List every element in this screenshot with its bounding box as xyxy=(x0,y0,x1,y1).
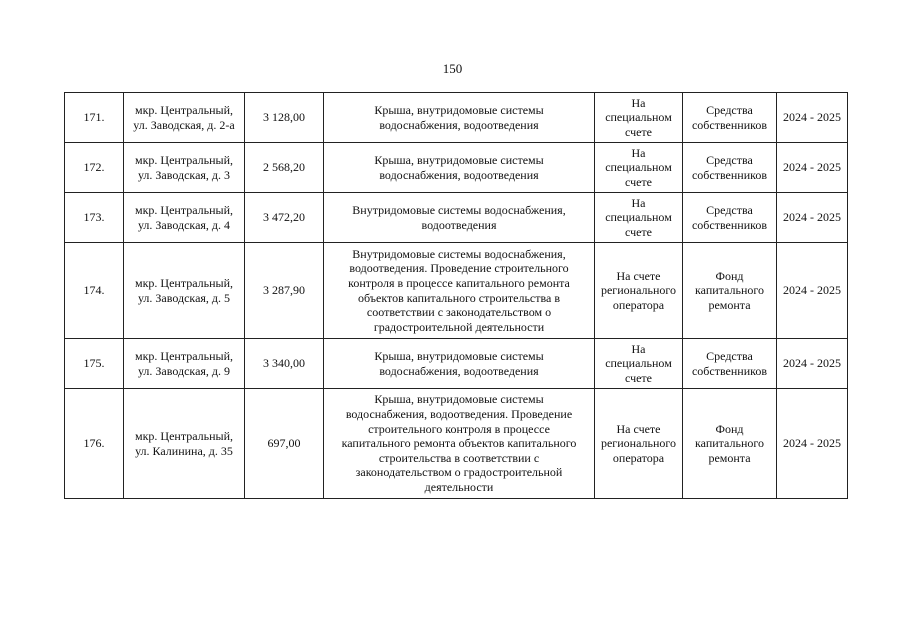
work-line: Крыша, внутридомовые системы xyxy=(374,392,544,407)
source-line: собственников xyxy=(691,217,768,232)
account-cell xyxy=(595,143,683,193)
account-line: специальном xyxy=(605,160,672,175)
source-line: Фонд xyxy=(715,421,744,436)
address-line: ул. Заводская, д. 3 xyxy=(137,167,231,182)
table-row xyxy=(65,243,848,339)
period-cell: 2024 - 2025 xyxy=(777,143,848,193)
account-line: На xyxy=(631,95,646,110)
period-cell: 2024 - 2025 xyxy=(777,243,848,339)
period-cell: 2024 - 2025 xyxy=(777,193,848,243)
address-cell xyxy=(124,193,245,243)
source-line: собственников xyxy=(691,117,768,132)
table-body xyxy=(65,93,848,499)
source-line: Средства xyxy=(706,102,753,117)
work-description-cell xyxy=(324,339,595,389)
work-line: контроля в процессе капитального ремонта xyxy=(348,275,570,290)
address-cell xyxy=(124,339,245,389)
funding-source-cell xyxy=(683,389,777,499)
account-line: На xyxy=(631,145,646,160)
area-cell: 3 472,20 xyxy=(245,193,324,243)
source-line: собственников xyxy=(691,167,768,182)
account-line: счете xyxy=(624,224,653,239)
account-line: специальном xyxy=(605,210,672,225)
source-line: Средства xyxy=(706,152,753,167)
account-line: счете xyxy=(624,370,653,385)
period-cell: 2024 - 2025 xyxy=(777,93,848,143)
work-line: водоснабжения, водоотведения xyxy=(379,117,539,132)
repair-works-table xyxy=(64,92,848,499)
account-cell xyxy=(595,389,683,499)
address-line: мкр. Центральный, xyxy=(134,275,234,290)
account-line: На счете xyxy=(616,421,661,436)
work-line: Внутридомовые системы водоснабжения, xyxy=(352,202,566,217)
address-line: мкр. Центральный, xyxy=(134,428,234,443)
address-line: ул. Заводская, д. 2-а xyxy=(133,117,235,132)
account-line: счете xyxy=(624,124,653,139)
account-line: регионального xyxy=(600,436,677,451)
table-row xyxy=(65,339,848,389)
address-line: мкр. Центральный, xyxy=(134,202,234,217)
table-row xyxy=(65,389,848,499)
work-description-cell xyxy=(324,193,595,243)
area-cell: 3 340,00 xyxy=(245,339,324,389)
account-line: оператора xyxy=(612,297,665,312)
account-line: специальном xyxy=(605,110,672,125)
address-cell xyxy=(124,93,245,143)
work-line: деятельности xyxy=(424,479,494,494)
table-row xyxy=(65,93,848,143)
address-line: ул. Заводская, д. 5 xyxy=(137,290,231,305)
work-line: Крыша, внутридомовые системы xyxy=(374,102,544,117)
work-line: водоснабжения, водоотведения. Проведение xyxy=(345,407,573,422)
row-number-cell: 173. xyxy=(65,193,124,243)
account-line: На xyxy=(631,341,646,356)
address-line: ул. Заводская, д. 9 xyxy=(137,363,231,378)
work-line: Крыша, внутридомовые системы xyxy=(374,348,544,363)
funding-source-cell xyxy=(683,143,777,193)
work-description-cell xyxy=(324,93,595,143)
account-cell xyxy=(595,93,683,143)
row-number-cell: 174. xyxy=(65,243,124,339)
source-line: собственников xyxy=(691,363,768,378)
address-line: мкр. Центральный, xyxy=(134,102,234,117)
address-line: ул. Заводская, д. 4 xyxy=(137,217,231,232)
account-cell xyxy=(595,243,683,339)
address-cell xyxy=(124,389,245,499)
address-cell xyxy=(124,243,245,339)
row-number-cell: 172. xyxy=(65,143,124,193)
work-line: строительства в соответствии с xyxy=(378,450,540,465)
work-line: законодательством о градостроительной xyxy=(355,465,563,480)
work-description-cell xyxy=(324,243,595,339)
source-line: Средства xyxy=(706,348,753,363)
address-line: мкр. Центральный, xyxy=(134,348,234,363)
work-line: капитального ремонта объектов капитального xyxy=(341,436,577,451)
source-line: ремонта xyxy=(708,450,751,465)
table-row xyxy=(65,193,848,243)
period-cell: 2024 - 2025 xyxy=(777,339,848,389)
funding-source-cell xyxy=(683,339,777,389)
area-cell: 3 287,90 xyxy=(245,243,324,339)
funding-source-cell xyxy=(683,93,777,143)
work-line: водоснабжения, водоотведения xyxy=(379,363,539,378)
work-line: Крыша, внутридомовые системы xyxy=(374,152,544,167)
table-row xyxy=(65,143,848,193)
account-line: оператора xyxy=(612,450,665,465)
area-cell: 2 568,20 xyxy=(245,143,324,193)
work-line: водоотведения xyxy=(421,217,497,232)
work-line: объектов капитального строительства в xyxy=(358,290,560,305)
work-line: соответствии с законодательством о xyxy=(366,305,552,320)
row-number-cell: 176. xyxy=(65,389,124,499)
source-line: ремонта xyxy=(708,297,751,312)
work-description-cell xyxy=(324,389,595,499)
work-line: строительного контроля в процессе xyxy=(368,421,550,436)
work-line: градостроительной деятельности xyxy=(373,319,545,334)
account-cell xyxy=(595,193,683,243)
area-cell: 697,00 xyxy=(245,389,324,499)
funding-source-cell xyxy=(683,243,777,339)
account-line: На счете xyxy=(616,268,661,283)
account-line: На xyxy=(631,195,646,210)
work-line: водоотведения. Проведение строительного xyxy=(349,261,569,276)
address-line: ул. Калинина, д. 35 xyxy=(135,443,233,458)
funding-source-cell xyxy=(683,193,777,243)
source-line: Фонд xyxy=(715,268,744,283)
source-line: капитального xyxy=(695,283,764,298)
account-line: счете xyxy=(624,174,653,189)
row-number-cell: 175. xyxy=(65,339,124,389)
row-number-cell: 171. xyxy=(65,93,124,143)
account-line: специальном xyxy=(605,356,672,371)
address-line: мкр. Центральный, xyxy=(134,152,234,167)
account-line: регионального xyxy=(600,283,677,298)
work-line: водоснабжения, водоотведения xyxy=(379,167,539,182)
work-line: Внутридомовые системы водоснабжения, xyxy=(352,246,566,261)
area-cell: 3 128,00 xyxy=(245,93,324,143)
account-cell xyxy=(595,339,683,389)
work-description-cell xyxy=(324,143,595,193)
source-line: капитального xyxy=(695,436,764,451)
period-cell: 2024 - 2025 xyxy=(777,389,848,499)
address-cell xyxy=(124,143,245,193)
source-line: Средства xyxy=(706,202,753,217)
page-number: 150 xyxy=(442,61,463,76)
